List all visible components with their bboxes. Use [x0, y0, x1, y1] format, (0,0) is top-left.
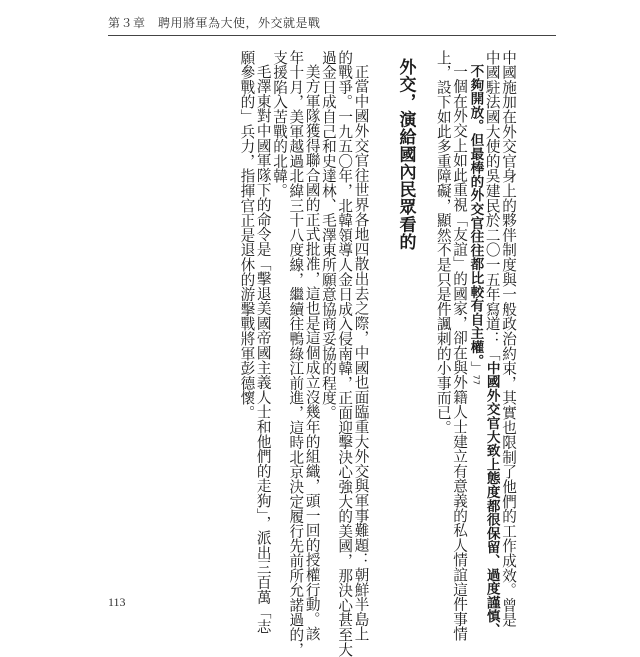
text-column-2-quote: 中國外交官大致上態度都很保留、過度謹慎、 — [483, 360, 500, 637]
text-column-3-quote: 不夠開放。但最棒的外交官往往都比較有自主權。 — [467, 64, 484, 361]
text-column-5: 上，設下如此多重障礙，顯然不是只是件諷刺的小事而已。 — [434, 50, 452, 435]
text-column-13: 願參戰的」兵力，指揮官正是退休的游擊戰將軍彭德懷。 — [238, 50, 256, 420]
text-column-2 — [483, 50, 499, 637]
text-column-9: 美方軍隊獲得聯合國的正式批准，這也是這個成立沒幾年的組織，頭一回的授權行動。該 — [303, 64, 321, 642]
text-column-7: 的戰爭。一九五〇年，北韓領導人金日成入侵南韓，正面迎擊決心強大的美國，那決心甚至大 — [336, 50, 354, 657]
text-column-10: 年十月，美軍越過北緯三十八度線，繼續往鴨綠江前進，這時北京決定履行先前所允諾過的， — [287, 50, 305, 657]
text-column-11: 支援陷入苦戰的北韓。 — [271, 50, 289, 198]
text-column-8: 過金日成自己和史達林、毛澤東所願意協商妥協的程度。 — [319, 50, 337, 420]
text-column-12: 毛澤東對中國軍隊下的命令是「擊退美國帝國主義人士和他們的走狗」，派出三百萬「志 — [254, 64, 272, 634]
section-heading: 外交，演給國內民眾看的 — [395, 58, 416, 251]
text-column-6: 正當中國外交官往世界各地四散出去之際，中國也面臨重大外交與軍事難題：朝鮮半島上 — [352, 64, 370, 642]
text-column-3-close: 」 — [467, 360, 484, 375]
vertical-text-block — [135, 50, 517, 657]
text-column-4: 一個在外交上如此重視「友誼」的國家，卻在與外籍人士建立有意義的私人情誼這件事情 — [451, 64, 469, 642]
text-column-1: 中國施加在外交官身上的夥伴制度與一般政治約束，其實也限制了他們的工作成效。曾是 — [500, 50, 517, 628]
running-header: 第３章 聘用將軍為大使，外交就是戰 — [108, 16, 321, 30]
header-rule — [108, 35, 556, 36]
footnote-marker: 77 — [471, 374, 481, 386]
text-column-2-plain: 中國駐法國大使的吳建民於二〇一五年寫道：「 — [483, 50, 501, 361]
page-number: 113 — [108, 595, 126, 609]
text-column-3 — [467, 50, 483, 385]
